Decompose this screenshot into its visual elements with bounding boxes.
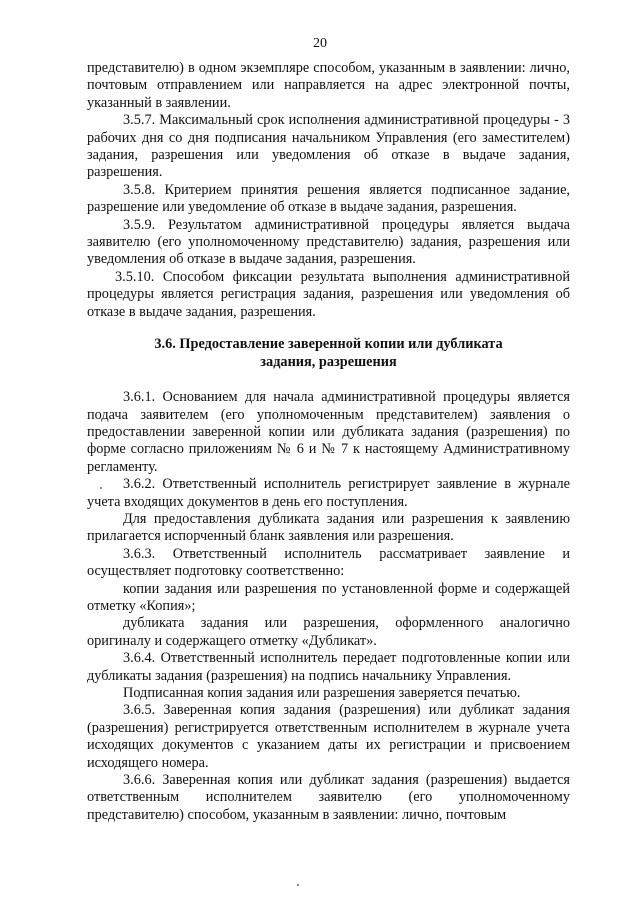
paragraph-3-6-2: 3.6.2. Ответственный исполнитель регистрирует заявление в журнале учета входящих документов в день его поступления. [87,476,570,510]
section-heading-line-1: 3.6. Предоставление заверенной копии или дубликата [154,336,503,353]
paragraph-3-6-6: 3.6.6. Заверенная копия или дубликат задания (разрешения) выдается ответственным исполнителем заявителю (его уполномоченному представителю) способом, указанным в заявлении: лично, почтовым [87,772,570,823]
paragraph-3-5-8: 3.5.8. Критерием принятия решения является подписанное задание, разрешение или уведомление об отказе в выдаче задания, разрешения. [87,181,570,216]
scan-speck [100,487,102,489]
paragraph-3-6-5: 3.6.5. Заверенная копия задания (разрешения) или дубликат задания (разрешения) регистрируется ответственным исполнителем в журнале учета исходящих документов с указанием даты их регистрации и присвоением исходящего номера. [87,702,570,771]
paragraph-seal: Подписанная копия задания или разрешения заверяется печатью. [123,685,521,701]
paragraph-3-5-7: 3.5.7. Максимальный срок исполнения административной процедуры - 3 рабочих дня со дня подписания начальником Управления (его заместителем) задания, разрешения или уведомления об отказе в выдаче задания, разрешения. [87,112,570,181]
section-heading-3-6 [87,335,570,371]
scan-speck [297,884,299,886]
paragraph-duplicate-attachment: Для предоставления дубликата задания или разрешения к заявлению прилагается испорченный бланк заявления или разрешения. [87,510,570,545]
paragraph-continuation: представителю) в одном экземпляре способом, указанным в заявлении: лично, почтовым отправлением или направляется на адрес электронной почты, указанный в заявлении. [87,60,570,111]
paragraph-3-5-9: 3.5.9. Результатом административной процедуры является выдача заявителю (его уполномоченному представителю) задания, разрешения или уведомления об отказе в выдаче задания, разрешения. [87,216,570,268]
paragraph-duplicate-item: дубликата задания или разрешения, оформленного аналогично оригиналу и содержащего отметку «Дубликат». [87,615,570,649]
section-heading-line-2: задания, разрешения [260,354,397,371]
paragraph-3-6-4: 3.6.4. Ответственный исполнитель передает подготовленные копии или дубликаты задания (разрешения) на подпись начальнику Управления. [87,650,570,684]
page-number: 20 [313,36,327,51]
paragraph-3-5-10: 3.5.10. Способом фиксации результата выполнения административной процедуры является регистрация задания, разрешения или уведомления об отказе в выдаче задания, разрешения. [87,268,570,320]
paragraph-3-6-1: 3.6.1. Основанием для начала административной процедуры является подача заявителем (его уполномоченным представителем) заявления о предоставлении заверенной копии или дубликата задания (разрешения) по форме согласно приложениям № 6 и № 7 к настоящему Административному регламенту. [87,389,570,475]
document-body [87,60,570,824]
paragraph-3-6-3: 3.6.3. Ответственный исполнитель рассматривает заявление и осуществляет подготовку соответственно: [87,545,570,580]
paragraph-copy-item: копии задания или разрешения по установленной форме и содержащей отметку «Копия»; [87,580,570,614]
